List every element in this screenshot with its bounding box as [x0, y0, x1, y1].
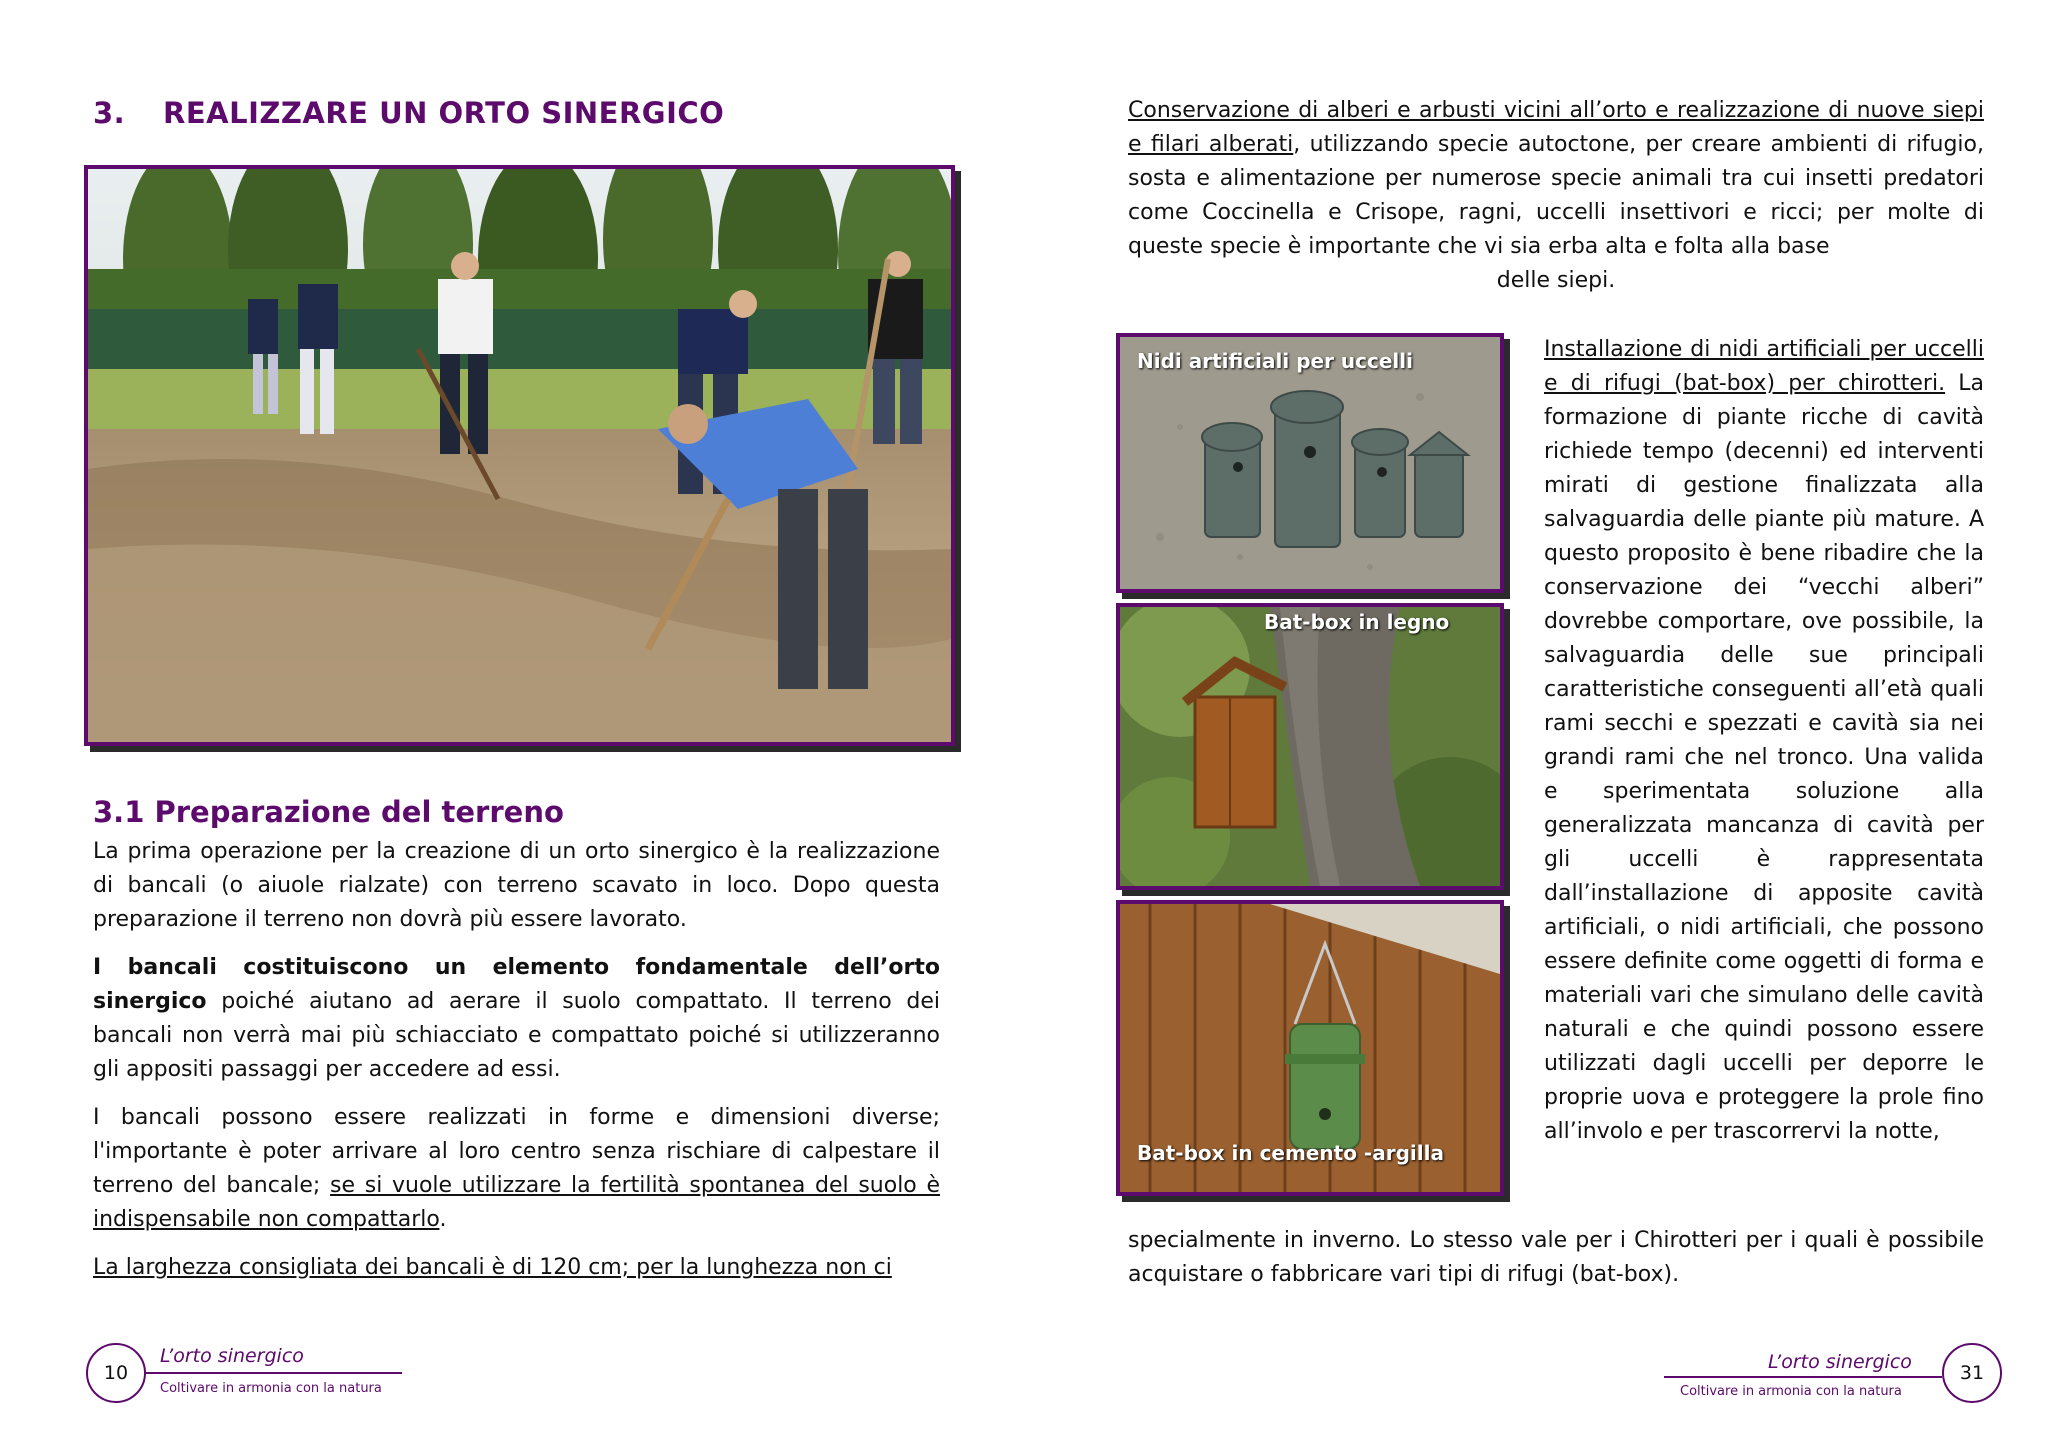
right-top-last-line: delle siepi.: [1496, 268, 1616, 293]
page-number-left: 10: [86, 1343, 146, 1403]
paragraph-3-underlined: se si vuole utilizzare la fertilità spontanea del suolo è indispensabile non compattarlo: [93, 1173, 940, 1232]
chapter-heading: [93, 96, 724, 130]
caption-nest: Nidi artificiali per uccelli: [1137, 349, 1413, 373]
section-title: 3.1 Preparazione del terreno: [93, 795, 564, 829]
garden-digging-photo: [84, 165, 955, 746]
paragraph-3-plain: I bancali possono essere realizzati in forme e dimensioni diverse; l'importante è poter arrivare al loro centro senza rischiare di calpestare il terreno del bancale;: [93, 1105, 940, 1198]
caption-clay: Bat-box in cemento -argilla: [1137, 1141, 1444, 1165]
right-top-paragraph: [1128, 94, 1984, 264]
page-number-right: 31: [1942, 1343, 2002, 1403]
paragraph-2: [93, 951, 940, 1087]
paragraph-3-end: .: [439, 1207, 447, 1232]
footer-title-right: L’orto sinergico: [1768, 1351, 1912, 1373]
paragraph-4-underlined: La larghezza consigliata dei bancali è di 120 cm; per la lunghezza non ci: [93, 1255, 892, 1280]
right-side-underlined: Installazione di nidi artificiali per uccelli e di rifugi (bat-box) per chirotteri.: [1544, 337, 1984, 396]
paragraph-4: [93, 1251, 940, 1285]
paragraph-2-rest: poiché aiutano ad aerare il suolo compattato. Il terreno dei bancali non verrà mai più schiacciato e compattato poiché si utilizzeranno gli appositi passaggi per accedere ad essi.: [93, 989, 940, 1082]
wood-bat-box-photo: [1116, 603, 1504, 890]
chapter-title: REALIZZARE UN ORTO SINERGICO: [163, 96, 725, 130]
paragraph-3: [93, 1101, 940, 1237]
right-bottom-text: [1128, 1224, 1984, 1292]
right-bottom-paragraph: specialmente in inverno. Lo stesso vale per i Chirotteri per i quali è possibile acquistare o fabbricare vari tipi di rifugi (bat-box).: [1128, 1228, 1984, 1287]
right-side-paragraph: [1544, 333, 1984, 1149]
footer-subtitle-left: Coltivare in armonia con la natura: [160, 1381, 382, 1396]
right-side-rest: La formazione di piante ricche di cavità richiede tempo (decenni) ed interventi mirati di gestione finalizzata alla salvaguardia delle piante più mature. A questo proposito è bene ribadire che la conservazione dei “vecchi alberi” dovrebbe comportare, ove possibile, la salvaguardia delle sue principali caratteristiche conseguenti all’età quali rami secchi e spezzati e cavità sia nei grandi rami che nel tronco. Una valida e sperimentata soluzione alla generalizzata mancanza di cavità per gli uccelli è rappresentata dall’installazione di apposite cavità artificiali, o nidi artificiali, che possono essere definite come oggetti di forma e materiali vari che simulano delle cavità naturali e che quindi possono essere utilizzati dagli uccelli per deporre le proprie uova e proteggere la prole fino all’involo e per trascorrervi la notte,: [1544, 371, 1985, 1144]
right-top-text: [1128, 94, 1984, 298]
paragraph-2-bold: I bancali costituiscono un elemento fondamentale dell’orto sinergico: [93, 955, 940, 1014]
right-side-text: [1544, 333, 1984, 1149]
footer-rule-left: [144, 1372, 402, 1374]
right-top-underlined: Conservazione di alberi e arbusti vicini all’orto e realizzazione di nuove siepi e filari alberati: [1128, 98, 1984, 157]
footer-title-left: L’orto sinergico: [160, 1345, 304, 1367]
caption-wood: Bat-box in legno: [1264, 610, 1450, 634]
left-body-text: [93, 835, 940, 1299]
right-top-rest: , utilizzando specie autoctone, per creare ambienti di rifugio, sosta e alimentazione per numerose specie animali tra cui insetti predatori come Coccinella e Crisope, ragni, uccelli insettivori e ricci; per molte di queste specie è importante che vi sia erba alta e folta alla base: [1128, 132, 1984, 259]
footer-subtitle-right: Coltivare in armonia con la natura: [1680, 1384, 1902, 1399]
footer-rule-right: [1664, 1376, 1942, 1378]
chapter-number: 3.: [93, 96, 126, 130]
paragraph-1: La prima operazione per la creazione di un orto sinergico è la realizzazione di bancali (o aiuole rialzate) con terreno scavato in loco. Dopo questa preparazione il terreno non dovrà più essere lavorato.: [93, 839, 940, 932]
right-page: [1024, 0, 2048, 1447]
